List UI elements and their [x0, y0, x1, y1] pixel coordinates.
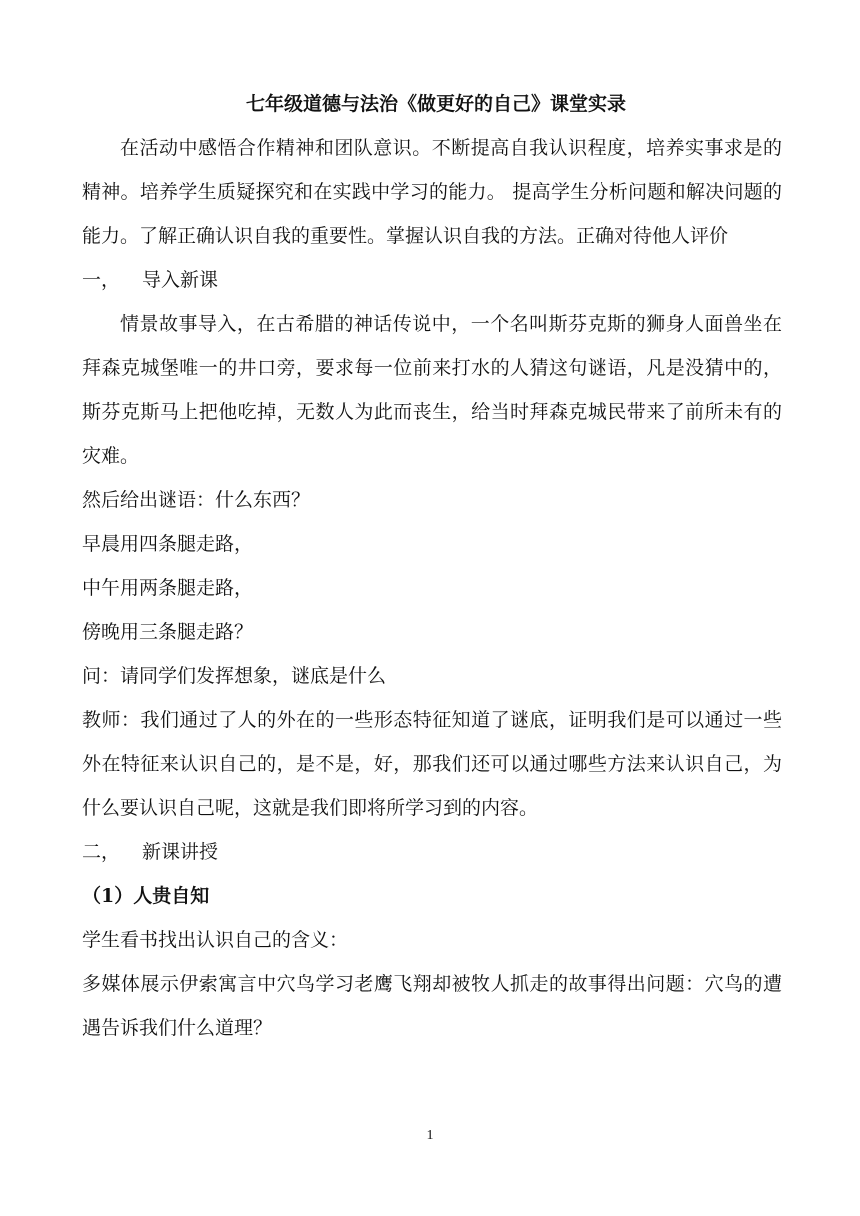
section-label-1: 导入新课 [142, 269, 219, 291]
riddle-line: 早晨用四条腿走路， [82, 533, 254, 555]
task-paragraph: 学生看书找出认识自己的含义： [82, 929, 349, 951]
section-number-1: 一， [82, 269, 121, 291]
story-paragraph: 情景故事导入，在古希腊的神话传说中，一个名叫斯芬克斯的狮身人面兽坐在拜森克城堡唯一的井口旁，要求每一位前来打水的人猜这句谜语，凡是没猜中的，斯芬克斯马上把他吃掉，无数人为此而丧生，给当时拜森克城民带来了前所未有的灾难。 [82, 313, 782, 467]
section-label-2: 新课讲授 [142, 841, 219, 863]
document-page [82, 82, 782, 1050]
riddle-intro: 然后给出谜语：什么东西？ [82, 489, 311, 511]
section-number-2: 二， [82, 841, 121, 863]
multimedia-paragraph: 多媒体展示伊索寓言中穴鸟学习老鹰飞翔却被牧人抓走的故事得出问题：穴鸟的遭遇告诉我们什么道理？ [82, 973, 782, 1039]
section-heading-1 [82, 258, 782, 302]
subheading: （1）人贵自知 [82, 885, 210, 907]
document-title: 七年级道德与法治《做更好的自己》课堂实录 [245, 93, 626, 115]
intro-paragraph: 在活动中感悟合作精神和团队意识。不断提高自我认识程度，培养实事求是的精神。培养学生质疑探究和在实践中学习的能力。 提高学生分析问题和解决问题的能力。了解正确认识自我的重要性。掌握认识自我的方法。正确对待他人评价 [82, 137, 782, 247]
riddle-line: 中午用两条腿走路， [82, 577, 254, 599]
question-paragraph: 问：请同学们发挥想象，谜底是什么 [82, 665, 387, 687]
riddle-line: 傍晚用三条腿走路？ [82, 621, 254, 643]
section-heading-2 [82, 830, 782, 874]
teacher-paragraph: 教师：我们通过了人的外在的一些形态特征知道了谜底，证明我们是可以通过一些外在特征来认识自己的，是不是，好，那我们还可以通过哪些方法来认识自己，为什么要认识自己呢，这就是我们即将所学习到的内容。 [82, 709, 782, 819]
page-number: 1 [426, 1128, 434, 1143]
